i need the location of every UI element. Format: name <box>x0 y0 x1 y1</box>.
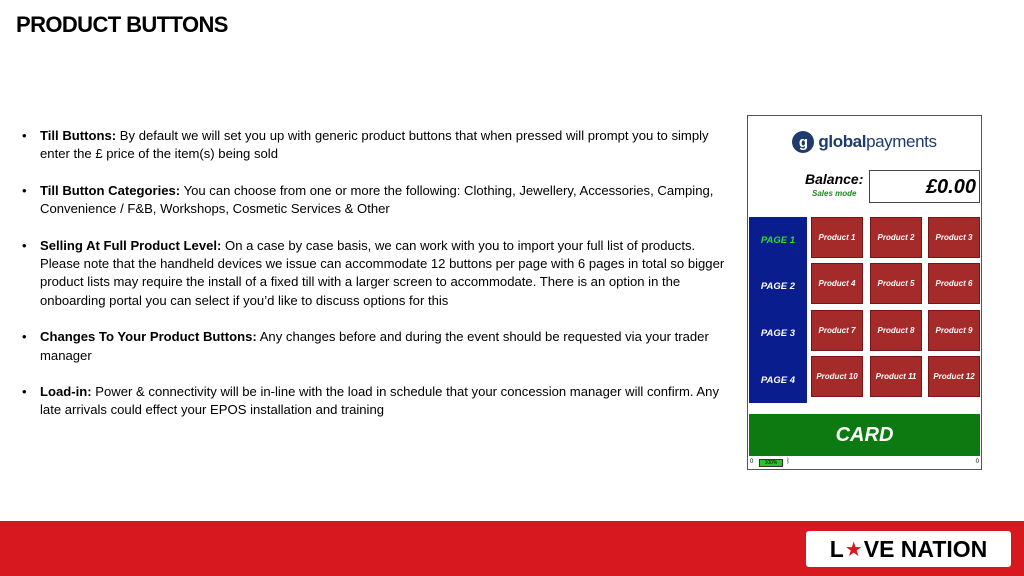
star-icon: ★ <box>844 538 863 561</box>
page-tabs <box>749 217 807 403</box>
product-button-2[interactable]: Product 2 <box>870 217 922 258</box>
product-button-6[interactable]: Product 6 <box>928 263 980 304</box>
bullet-till-button-categories <box>22 182 734 219</box>
tab-page-4[interactable]: PAGE 4 <box>760 375 796 386</box>
product-button-7[interactable]: Product 7 <box>811 310 863 351</box>
tab-page-3[interactable]: PAGE 3 <box>760 328 796 339</box>
product-button-8[interactable]: Product 8 <box>870 310 922 351</box>
balance-row <box>748 170 981 204</box>
balance-value: £0.00 <box>869 170 980 203</box>
brand-name-rest: payments <box>866 132 937 151</box>
bullet-heading: Load-in: <box>40 384 92 400</box>
sales-mode-label: Sales mode <box>812 189 857 198</box>
bullet-text: Power & connectivity will be in-line with the load in schedule that your concession manager will confirm. Any late arrivals could effect your EPOS installation and training <box>40 384 719 418</box>
status-left: 0 <box>750 459 754 465</box>
product-button-4[interactable]: Product 4 <box>811 263 863 304</box>
bullet-heading: Till Buttons: <box>40 128 117 143</box>
battery-icon: 100% <box>759 459 783 467</box>
live-nation-logo <box>806 531 1011 567</box>
product-button-9[interactable]: Product 9 <box>928 310 980 351</box>
bluetooth-icon: ᛒ <box>786 458 791 465</box>
global-payments-header <box>748 116 981 168</box>
bullet-list <box>22 127 734 438</box>
bullet-heading: Till Button Categories: <box>40 182 181 198</box>
logo-text-left: L <box>829 535 844 562</box>
status-right: 0 <box>975 459 979 465</box>
bullet-text: You can choose from one or more the following: Clothing, Jewellery, Accessories, Camping, Convenience / F&B, Workshops, Cosmetic Services & Other <box>40 182 714 217</box>
bullet-full-product-level <box>22 237 734 311</box>
card-payment-button[interactable]: CARD <box>749 414 980 456</box>
brand-name <box>818 132 936 152</box>
logo-text-right: VE NATION <box>863 535 988 562</box>
till-screen-mockup <box>747 115 982 470</box>
bullet-heading: Changes To Your Product Buttons: <box>40 329 257 345</box>
global-payments-logo-icon: g <box>792 131 814 153</box>
product-button-3[interactable]: Product 3 <box>928 217 980 258</box>
bullet-load-in <box>22 383 734 420</box>
product-button-11[interactable]: Product 11 <box>870 356 922 397</box>
product-button-5[interactable]: Product 5 <box>870 263 922 304</box>
bullet-heading: Selling At Full Product Level: <box>40 237 222 253</box>
slide-title: PRODUCT BUTTONS <box>16 12 228 37</box>
brand-name-bold: global <box>818 132 867 151</box>
bullet-text: On a case by case basis, we can work with you to import your full list of products. Please note that the handheld devices we issue can accommodate 12 buttons per page with 6 pages in total so bigger product lists may require the install of a fixed till with a larger screen to accommodate. There is an option in the onboarding portal you can select if you’d like to discuss options for this <box>40 237 725 308</box>
tab-page-1[interactable]: PAGE 1 <box>760 235 796 246</box>
bullet-changes <box>22 328 734 365</box>
product-button-10[interactable]: Product 10 <box>811 356 863 397</box>
bullet-text: By default we will set you up with generic product buttons that when pressed will prompt you to simply enter the £ price of the item(s) being sold <box>40 128 709 162</box>
bullet-text: Any changes before and during the event should be requested via your trader manager <box>40 329 709 363</box>
balance-label: Balance: <box>805 171 864 187</box>
product-button-12[interactable]: Product 12 <box>928 356 980 397</box>
device-status-bar <box>748 457 981 469</box>
tab-page-2[interactable]: PAGE 2 <box>760 281 796 292</box>
bullet-till-buttons <box>22 127 734 164</box>
product-button-1[interactable]: Product 1 <box>811 217 863 258</box>
